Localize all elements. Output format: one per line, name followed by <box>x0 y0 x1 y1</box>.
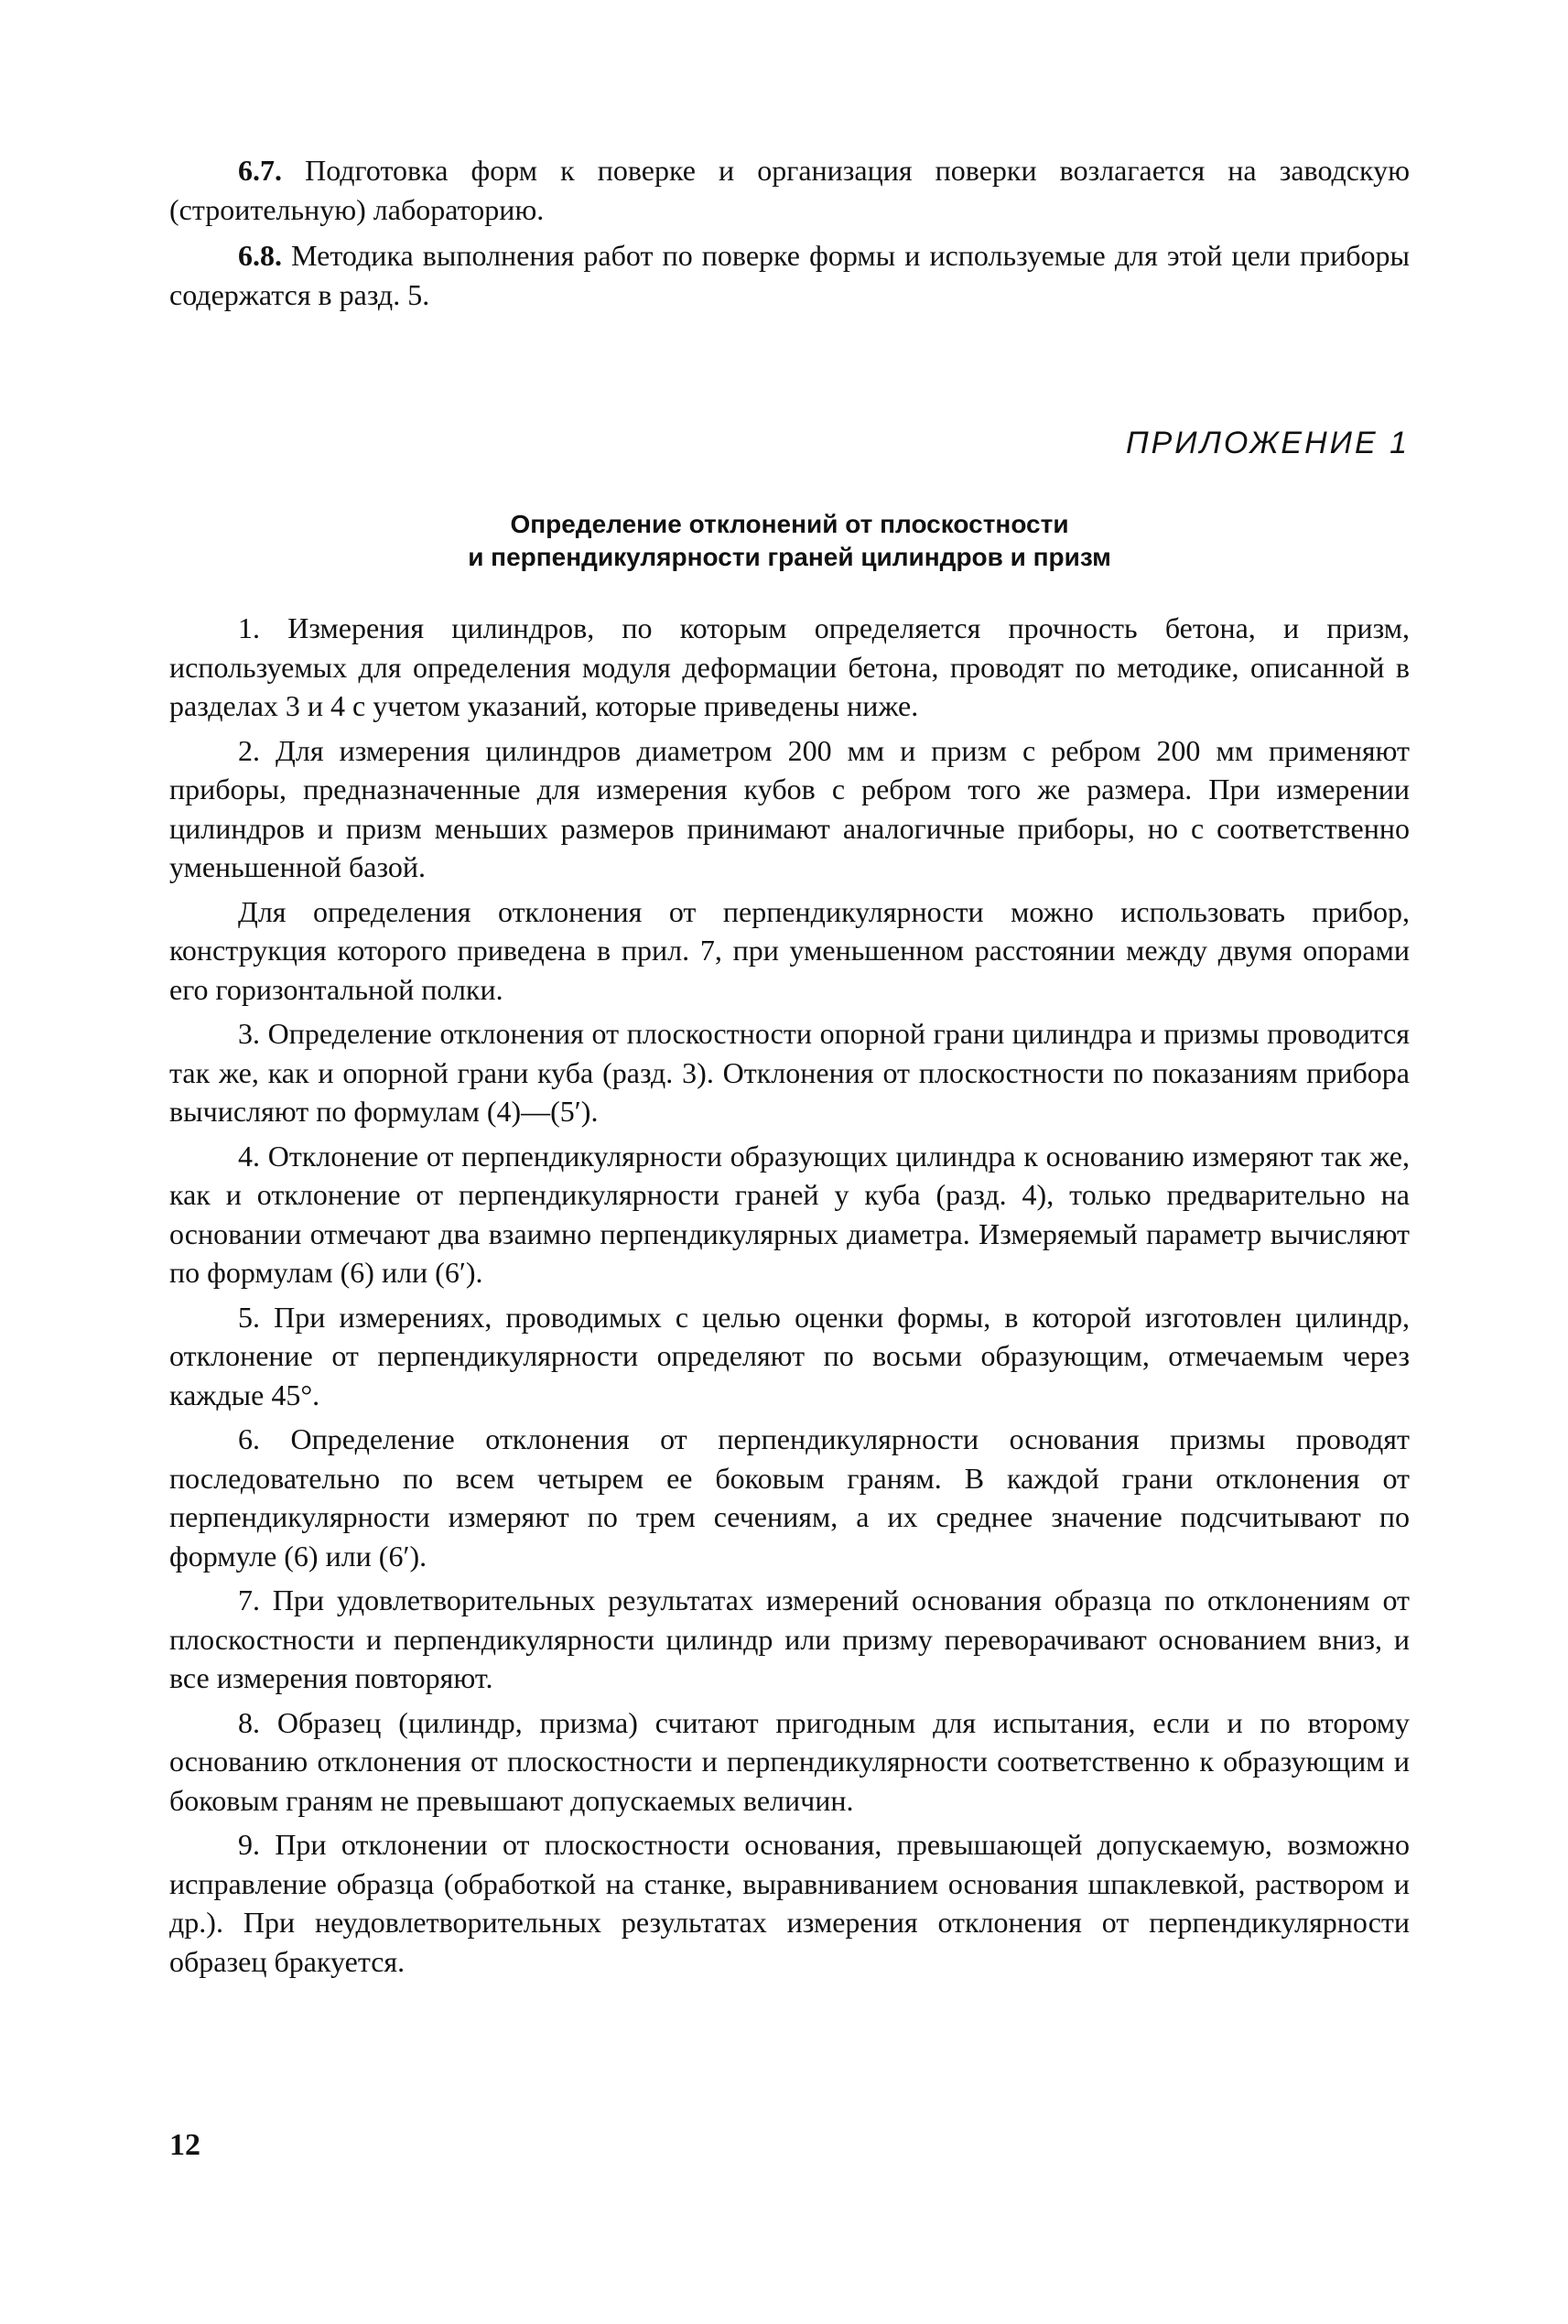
paragraph-text: Методика выполнения работ по поверке формы и используемые для этой цели приборы содержатся в разд. 5. <box>169 239 1410 311</box>
page-number: 12 <box>169 2128 200 2162</box>
appendix-heading <box>169 508 1410 574</box>
paragraph-3: 3. Определение отклонения от плоскостности опорной грани цилиндра и призмы проводится так же, как и опорной грани куба (разд. 3). Отклонения от плоскостности по показаниям прибора вычисляют по формулам (4)—(5′). <box>169 1017 1410 1128</box>
paragraph-4: 4. Отклонение от перпендикулярности образующих цилиндра к основанию измеряют так же, как и отклонение от перпендикулярности граней у куба (разд. 4), только предварительно на основании отмечают два взаимно перпендикулярных диаметра. Измеряемый параметр вычисляют по формулам (6) или (6′). <box>169 1139 1410 1289</box>
heading-line-1: Определение отклонений от плоскостности <box>510 510 1069 538</box>
top-section <box>169 151 1410 321</box>
paragraph-6-7 <box>169 151 1410 229</box>
paragraph-5: 5. При измерениях, проводимых с целью оценки формы, в которой изготовлен цилиндр, отклонение от перпендикулярности определяют по восьми образующим, отмечаемым через каждые 45°. <box>169 1300 1410 1411</box>
appendix-label: ПРИЛОЖЕНИЕ 1 <box>1125 426 1410 460</box>
paragraph-8: 8. Образец (цилиндр, призма) считают пригодным для испытания, если и по второму основанию отклонения от плоскостности и перпендикулярности соответственно к образующим и боковым граням не превышают допускаемых величин. <box>169 1705 1410 1817</box>
paragraph-7: 7. При удовлетворительных результатах измерений основания образца по отклонениям от плоскостности и перпендикулярности цилиндр или призму переворачивают основанием вниз, и все измерения повторяют. <box>169 1584 1410 1694</box>
paragraph-2-note: Для определения отклонения от перпендикулярности можно использовать прибор, конструкция которого приведена в прил. 7, при уменьшенном расстоянии между двумя опорами его горизонтальной полки. <box>169 894 1410 1006</box>
paragraph-number: 6.8. <box>238 239 282 272</box>
paragraph-number: 6.7. <box>238 154 282 187</box>
paragraph-6-8 <box>169 236 1410 314</box>
paragraph-6: 6. Определение отклонения от перпендикулярности основания призмы проводят последовательно по всем четырем ее боковым граням. В каждой грани отклонения от перпендикулярности измеряют по трем сечениям, а их среднее значение подсчитывают по формуле (6) или (6′). <box>169 1422 1410 1573</box>
paragraph-2: 2. Для измерения цилиндров диаметром 200 мм и призм с ребром 200 мм применяют приборы, предназначенные для измерения кубов с ребром того же размера. При измерении цилиндров и призм меньших размеров принимают аналогичные приборы, но с соответственно уменьшенной базой. <box>169 733 1410 883</box>
paragraph-9: 9. При отклонении от плоскостности основания, превышающей допускаемую, возможно исправление образца (обработкой на станке, выравниванием основания шпаклевкой, раствором и др.). При неудовлетворительных результатах измерения отклонения от перпендикулярности образец бракуется. <box>169 1828 1410 1978</box>
paragraph-text: Подготовка форм к поверке и организация поверки возлагается на заводскую (строительную) лабораторию. <box>169 154 1410 226</box>
heading-line-2: и перпендикулярности граней цилиндров и призм <box>468 543 1111 571</box>
appendix-body <box>169 609 1410 1986</box>
paragraph-1: 1. Измерения цилиндров, по которым определяется прочность бетона, и призм, используемых для определения модуля деформации бетона, проводят по методике, описанной в разделах 3 и 4 с учетом указаний, которые приведены ниже. <box>169 611 1410 722</box>
